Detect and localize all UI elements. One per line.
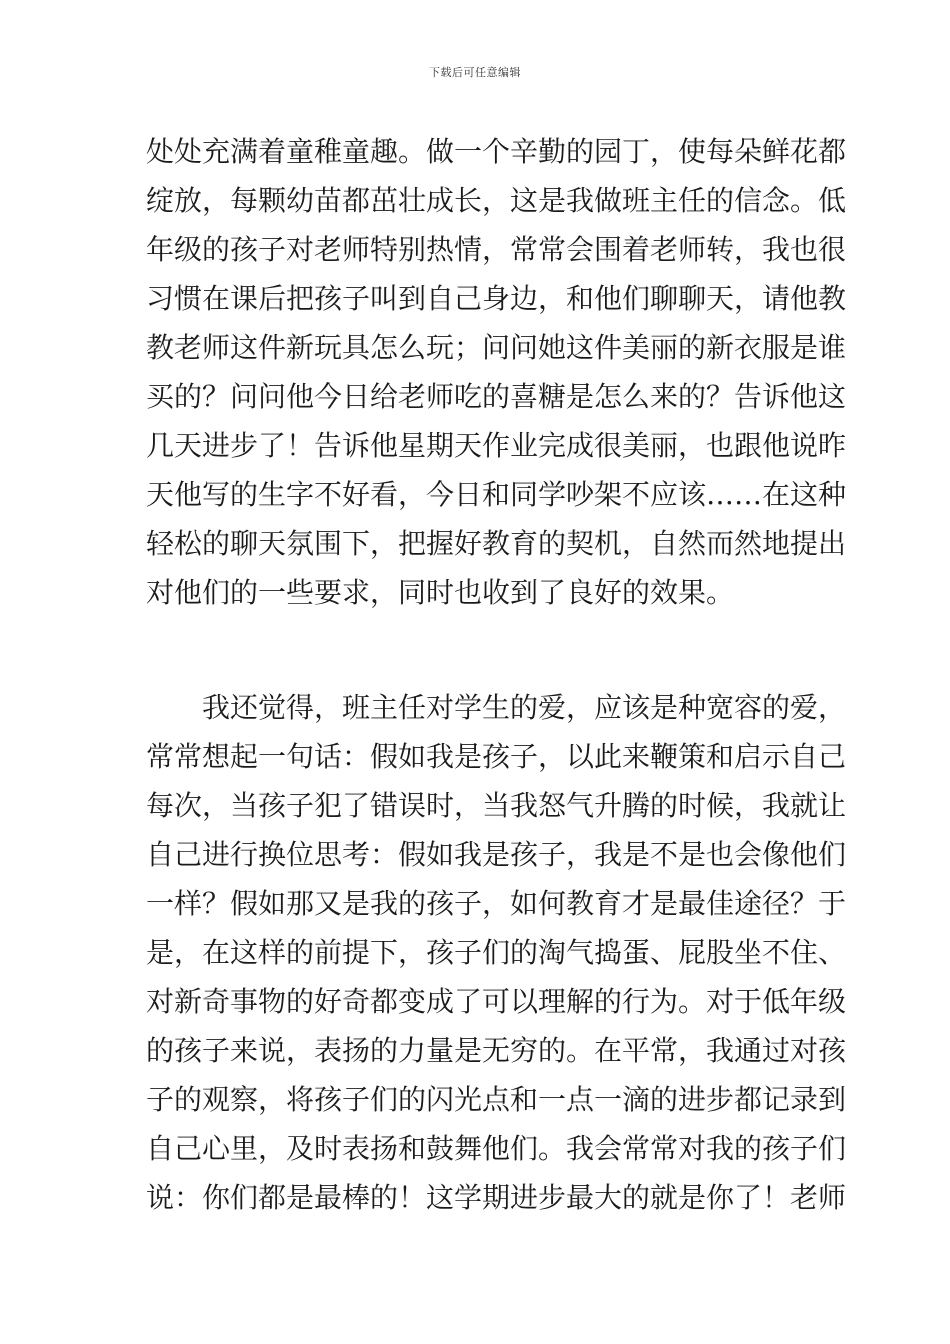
page-header: 下载后可任意编辑 xyxy=(429,66,521,79)
text-line: 子的观察，将孩子们的闪光点和一点一滴的进步都记录到 xyxy=(146,1083,847,1116)
text-line: 每次，当孩子犯了错误时，当我怒气升腾的时候，我就让 xyxy=(146,789,847,822)
text-line: 自己心里，及时表扬和鼓舞他们。我会常常对我的孩子们 xyxy=(146,1132,847,1165)
text-line: 对新奇事物的好奇都变成了可以理解的行为。对于低年级 xyxy=(146,985,847,1018)
paragraph-2 xyxy=(146,683,847,1222)
text-line: 绽放，每颗幼苗都茁壮成长，这是我做班主任的信念。低 xyxy=(146,184,847,217)
text-line: 年级的孩子对老师特别热情，常常会围着老师转，我也很 xyxy=(146,233,847,266)
text-line: 常常想起一句话：假如我是孩子，以此来鞭策和启示自己 xyxy=(146,740,847,773)
paragraph-1 xyxy=(146,127,847,617)
text-line: 对他们的一些要求，同时也收到了良好的效果。 xyxy=(146,576,735,609)
text-line: 的孩子来说，表扬的力量是无穷的。在平常，我通过对孩 xyxy=(146,1034,847,1067)
text-line: 自己进行换位思考：假如我是孩子，我是不是也会像他们 xyxy=(146,838,847,871)
text-line: 是，在这样的前提下，孩子们的淘气捣蛋、屁股坐不住、 xyxy=(146,936,847,969)
text-line: 处处充满着童稚童趣。做一个辛勤的园丁，使每朵鲜花都 xyxy=(146,135,847,168)
text-line: 说：你们都是最棒的！这学期进步最大的就是你了！老师 xyxy=(146,1181,847,1214)
text-line: 买的？问问他今日给老师吃的喜糖是怎么来的？告诉他这 xyxy=(146,380,847,413)
paragraph-spacer xyxy=(146,617,808,683)
text-line: 天他写的生字不好看，今日和同学吵架不应该……在这种 xyxy=(146,478,847,511)
text-line: 习惯在课后把孩子叫到自己身边，和他们聊聊天，请他教 xyxy=(146,282,847,315)
text-line: 一样？假如那又是我的孩子，如何教育才是最佳途径？于 xyxy=(146,887,847,920)
text-line: 轻松的聊天氛围下，把握好教育的契机，自然而然地提出 xyxy=(146,527,847,560)
text-line: 几天进步了！告诉他星期天作业完成很美丽，也跟他说昨 xyxy=(146,429,847,462)
document-body xyxy=(146,127,847,1222)
text-line: 教老师这件新玩具怎么玩；问问她这件美丽的新衣服是谁 xyxy=(146,331,847,364)
text-line: 我还觉得，班主任对学生的爱，应该是种宽容的爱， xyxy=(202,691,847,724)
